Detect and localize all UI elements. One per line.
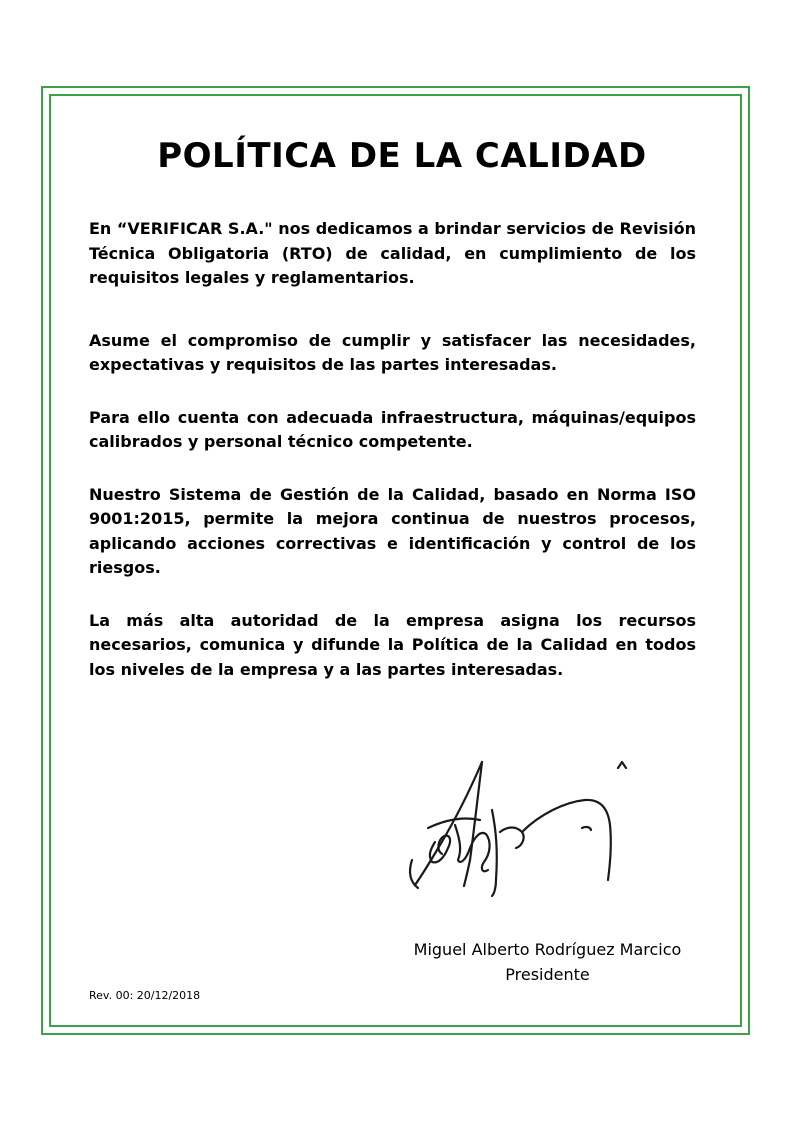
signer-name: Miguel Alberto Rodríguez Marcico (413, 940, 682, 959)
policy-paragraph-leadership: La más alta autoridad de la empresa asigna los recursos necesarios, comunica y difunde la Política de la Calidad en todos los niveles de la empresa y a las partes interesadas. (89, 610, 696, 679)
revision-label: Rev. 00: 20/12/2018 (89, 989, 201, 1002)
document-title: POLÍTICA DE LA CALIDAD (157, 136, 647, 176)
policy-paragraph-qms: Nuestro Sistema de Gestión de la Calidad, basado en Norma ISO 9001:2015, permite la mejora continua de nuestros procesos, aplicando acciones correctivas e identificación y control de los riesgos. (89, 484, 696, 577)
handwritten-signature (400, 750, 650, 900)
policy-paragraph-commitment: Asume el compromiso de cumplir y satisfacer las necesidades, expectativas y requisitos de las partes interesadas. (89, 330, 696, 374)
policy-paragraph-intro: En “VERIFICAR S.A." nos dedicamos a brindar servicios de Revisión Técnica Obligatoria (RTO) de calidad, en cumplimiento de los requisitos legales y reglamentarios. (89, 219, 696, 287)
signer-role: Presidente (505, 965, 590, 984)
policy-body (89, 217, 696, 710)
policy-paragraph-resources: Para ello cuenta con adecuada infraestructura, máquinas/equipos calibrados y personal técnico competente. (89, 407, 696, 451)
signature-block (385, 937, 710, 987)
